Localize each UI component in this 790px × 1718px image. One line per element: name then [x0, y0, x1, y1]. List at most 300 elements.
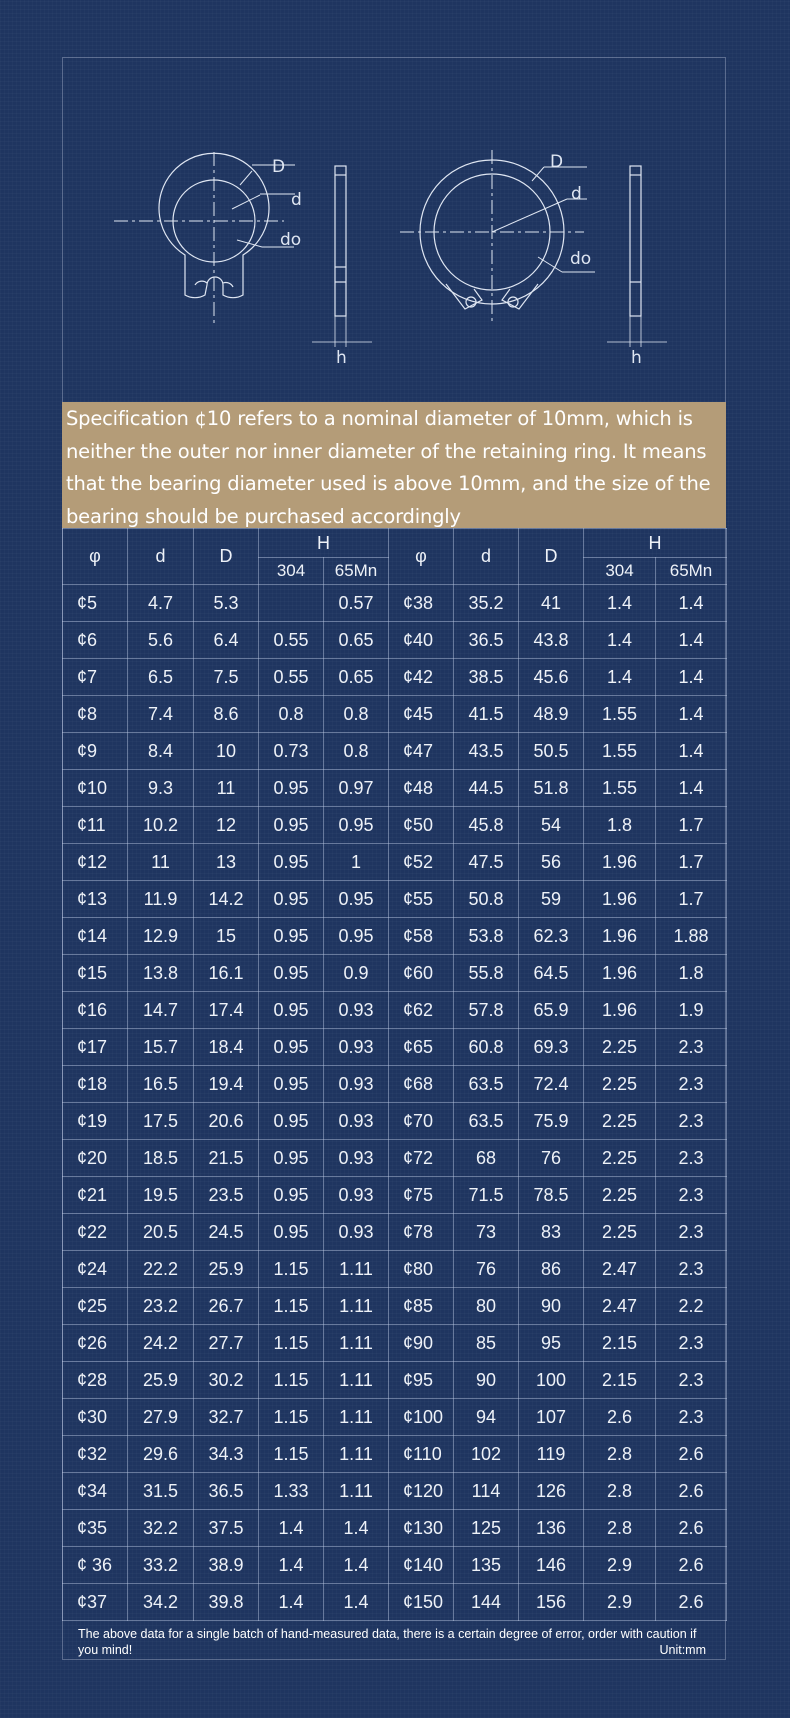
value-cell: 50.8 — [454, 881, 519, 918]
spec-cell: ¢72 — [389, 1140, 454, 1177]
value-cell: 86 — [519, 1251, 584, 1288]
value-cell: 72.4 — [519, 1066, 584, 1103]
value-cell: 1.4 — [584, 622, 656, 659]
value-cell: 51.8 — [519, 770, 584, 807]
header-65mn: 65Mn — [324, 558, 389, 585]
value-cell: 63.5 — [454, 1103, 519, 1140]
value-cell: 45.8 — [454, 807, 519, 844]
value-cell: 76 — [454, 1251, 519, 1288]
value-cell: 2.8 — [584, 1473, 656, 1510]
value-cell: 60.8 — [454, 1029, 519, 1066]
value-cell: 2.15 — [584, 1362, 656, 1399]
spec-cell: ¢130 — [389, 1510, 454, 1547]
spec-cell: ¢52 — [389, 844, 454, 881]
value-cell: 1.4 — [324, 1584, 389, 1621]
value-cell: 75.9 — [519, 1103, 584, 1140]
value-cell: 1.15 — [259, 1399, 324, 1436]
value-cell: 76 — [519, 1140, 584, 1177]
value-cell: 2.3 — [656, 1066, 727, 1103]
value-cell: 2.8 — [584, 1436, 656, 1473]
value-cell: 2.47 — [584, 1251, 656, 1288]
value-cell: 73 — [454, 1214, 519, 1251]
value-cell: 78.5 — [519, 1177, 584, 1214]
value-cell: 1.15 — [259, 1288, 324, 1325]
value-cell: 1.4 — [259, 1584, 324, 1621]
left-ring-side-view — [312, 166, 372, 368]
value-cell: 15 — [194, 918, 259, 955]
value-cell: 0.93 — [324, 1066, 389, 1103]
value-cell: 95 — [519, 1325, 584, 1362]
value-cell: 22.2 — [128, 1251, 194, 1288]
value-cell: 2.25 — [584, 1177, 656, 1214]
right-label-d: d — [571, 184, 582, 204]
value-cell: 0.9 — [324, 955, 389, 992]
header-65mn-2: 65Mn — [656, 558, 727, 585]
value-cell: 2.3 — [656, 1029, 727, 1066]
value-cell: 1.9 — [656, 992, 727, 1029]
table-row — [63, 659, 727, 696]
value-cell: 1.7 — [656, 807, 727, 844]
right-label-D: D — [550, 152, 564, 172]
header-D: D — [194, 529, 259, 585]
value-cell: 1.55 — [584, 733, 656, 770]
value-cell: 0.73 — [259, 733, 324, 770]
value-cell: 94 — [454, 1399, 519, 1436]
value-cell: 16.1 — [194, 955, 259, 992]
value-cell: 146 — [519, 1547, 584, 1584]
value-cell: 36.5 — [194, 1473, 259, 1510]
value-cell: 2.3 — [656, 1325, 727, 1362]
value-cell: 2.3 — [656, 1140, 727, 1177]
spec-cell: ¢42 — [389, 659, 454, 696]
value-cell: 2.47 — [584, 1288, 656, 1325]
table-row — [63, 1362, 727, 1399]
value-cell: 68 — [454, 1140, 519, 1177]
table-row — [63, 1288, 727, 1325]
value-cell: 0.93 — [324, 1103, 389, 1140]
table-row — [63, 1547, 727, 1584]
spec-cell: ¢110 — [389, 1436, 454, 1473]
value-cell: 0.95 — [259, 1140, 324, 1177]
value-cell: 0.95 — [259, 918, 324, 955]
value-cell: 16.5 — [128, 1066, 194, 1103]
value-cell: 11.9 — [128, 881, 194, 918]
spec-cell: ¢17 — [63, 1029, 128, 1066]
value-cell — [259, 585, 324, 622]
value-cell: 14.7 — [128, 992, 194, 1029]
value-cell: 2.3 — [656, 1214, 727, 1251]
value-cell: 0.93 — [324, 1214, 389, 1251]
value-cell: 12.9 — [128, 918, 194, 955]
value-cell: 71.5 — [454, 1177, 519, 1214]
value-cell: 2.6 — [656, 1473, 727, 1510]
value-cell: 53.8 — [454, 918, 519, 955]
value-cell: 1.8 — [584, 807, 656, 844]
spec-cell: ¢48 — [389, 770, 454, 807]
value-cell: 1.55 — [584, 770, 656, 807]
value-cell: 0.8 — [259, 696, 324, 733]
spec-cell: ¢35 — [63, 1510, 128, 1547]
value-cell: 0.95 — [259, 770, 324, 807]
value-cell: 1.96 — [584, 992, 656, 1029]
value-cell: 0.95 — [259, 881, 324, 918]
value-cell: 27.9 — [128, 1399, 194, 1436]
value-cell: 39.8 — [194, 1584, 259, 1621]
value-cell: 0.95 — [259, 1103, 324, 1140]
value-cell: 0.55 — [259, 659, 324, 696]
value-cell: 2.3 — [656, 1362, 727, 1399]
spec-cell: ¢85 — [389, 1288, 454, 1325]
retaining-ring-diagram — [62, 57, 726, 402]
value-cell: 7.4 — [128, 696, 194, 733]
value-cell: 14.2 — [194, 881, 259, 918]
value-cell: 20.6 — [194, 1103, 259, 1140]
value-cell: 21.5 — [194, 1140, 259, 1177]
value-cell: 0.95 — [259, 807, 324, 844]
value-cell: 1 — [324, 844, 389, 881]
value-cell: 0.57 — [324, 585, 389, 622]
value-cell: 1.4 — [584, 659, 656, 696]
value-cell: 2.6 — [656, 1436, 727, 1473]
table-row — [63, 955, 727, 992]
table-row — [63, 992, 727, 1029]
spec-cell: ¢12 — [63, 844, 128, 881]
value-cell: 1.96 — [584, 955, 656, 992]
value-cell: 0.93 — [324, 1177, 389, 1214]
value-cell: 2.25 — [584, 1140, 656, 1177]
value-cell: 1.4 — [656, 733, 727, 770]
value-cell: 1.11 — [324, 1251, 389, 1288]
value-cell: 27.7 — [194, 1325, 259, 1362]
spec-cell: ¢90 — [389, 1325, 454, 1362]
value-cell: 0.95 — [259, 1066, 324, 1103]
table-row — [63, 622, 727, 659]
value-cell: 114 — [454, 1473, 519, 1510]
spec-cell: ¢25 — [63, 1288, 128, 1325]
value-cell: 31.5 — [128, 1473, 194, 1510]
spec-cell: ¢47 — [389, 733, 454, 770]
value-cell: 33.2 — [128, 1547, 194, 1584]
value-cell: 1.55 — [584, 696, 656, 733]
value-cell: 1.11 — [324, 1325, 389, 1362]
spec-cell: ¢37 — [63, 1584, 128, 1621]
value-cell: 156 — [519, 1584, 584, 1621]
value-cell: 48.9 — [519, 696, 584, 733]
spec-cell: ¢50 — [389, 807, 454, 844]
value-cell: 1.4 — [324, 1510, 389, 1547]
spec-cell: ¢7 — [63, 659, 128, 696]
value-cell: 9.3 — [128, 770, 194, 807]
value-cell: 20.5 — [128, 1214, 194, 1251]
value-cell: 2.25 — [584, 1214, 656, 1251]
header-d: d — [128, 529, 194, 585]
value-cell: 1.96 — [584, 881, 656, 918]
value-cell: 18.4 — [194, 1029, 259, 1066]
value-cell: 0.95 — [324, 881, 389, 918]
value-cell: 1.7 — [656, 881, 727, 918]
value-cell: 1.4 — [656, 770, 727, 807]
value-cell: 34.2 — [128, 1584, 194, 1621]
spec-cell: ¢10 — [63, 770, 128, 807]
value-cell: 18.5 — [128, 1140, 194, 1177]
value-cell: 0.93 — [324, 992, 389, 1029]
value-cell: 38.5 — [454, 659, 519, 696]
spec-cell: ¢78 — [389, 1214, 454, 1251]
value-cell: 54 — [519, 807, 584, 844]
spec-cell: ¢58 — [389, 918, 454, 955]
value-cell: 80 — [454, 1288, 519, 1325]
spec-cell: ¢68 — [389, 1066, 454, 1103]
table-row — [63, 1251, 727, 1288]
value-cell: 2.6 — [584, 1399, 656, 1436]
value-cell: 57.8 — [454, 992, 519, 1029]
spec-cell: ¢9 — [63, 733, 128, 770]
value-cell: 50.5 — [519, 733, 584, 770]
value-cell: 0.95 — [259, 1029, 324, 1066]
value-cell: 0.95 — [259, 992, 324, 1029]
value-cell: 25.9 — [194, 1251, 259, 1288]
spec-cell: ¢75 — [389, 1177, 454, 1214]
spec-cell: ¢ 36 — [63, 1547, 128, 1584]
size-table — [62, 528, 727, 1621]
value-cell: 5.6 — [128, 622, 194, 659]
value-cell: 1.4 — [324, 1547, 389, 1584]
value-cell: 0.93 — [324, 1140, 389, 1177]
spec-cell: ¢6 — [63, 622, 128, 659]
value-cell: 41.5 — [454, 696, 519, 733]
value-cell: 63.5 — [454, 1066, 519, 1103]
table-row — [63, 1584, 727, 1621]
right-ring-front-view — [400, 150, 595, 325]
value-cell: 6.5 — [128, 659, 194, 696]
value-cell: 2.3 — [656, 1399, 727, 1436]
value-cell: 13.8 — [128, 955, 194, 992]
value-cell: 144 — [454, 1584, 519, 1621]
value-cell: 1.4 — [584, 585, 656, 622]
table-row — [63, 585, 727, 622]
value-cell: 13 — [194, 844, 259, 881]
value-cell: 0.65 — [324, 659, 389, 696]
spec-cell: ¢32 — [63, 1436, 128, 1473]
value-cell: 5.3 — [194, 585, 259, 622]
value-cell: 1.7 — [656, 844, 727, 881]
value-cell: 1.33 — [259, 1473, 324, 1510]
value-cell: 0.95 — [259, 955, 324, 992]
value-cell: 19.4 — [194, 1066, 259, 1103]
table-row — [63, 918, 727, 955]
value-cell: 2.3 — [656, 1103, 727, 1140]
right-label-do: do — [570, 249, 592, 269]
value-cell: 1.11 — [324, 1288, 389, 1325]
spec-cell: ¢20 — [63, 1140, 128, 1177]
value-cell: 1.96 — [584, 918, 656, 955]
value-cell: 90 — [519, 1288, 584, 1325]
value-cell: 6.4 — [194, 622, 259, 659]
value-cell: 30.2 — [194, 1362, 259, 1399]
table-row — [63, 1029, 727, 1066]
spec-cell: ¢19 — [63, 1103, 128, 1140]
value-cell: 37.5 — [194, 1510, 259, 1547]
value-cell: 1.96 — [584, 844, 656, 881]
table-row — [63, 1103, 727, 1140]
value-cell: 1.11 — [324, 1362, 389, 1399]
value-cell: 25.9 — [128, 1362, 194, 1399]
spec-cell: ¢13 — [63, 881, 128, 918]
left-label-d: d — [291, 190, 302, 210]
table-row — [63, 733, 727, 770]
value-cell: 1.4 — [656, 585, 727, 622]
value-cell: 19.5 — [128, 1177, 194, 1214]
left-label-do: do — [280, 230, 302, 250]
value-cell: 65.9 — [519, 992, 584, 1029]
value-cell: 1.11 — [324, 1436, 389, 1473]
value-cell: 2.6 — [656, 1510, 727, 1547]
value-cell: 1.11 — [324, 1473, 389, 1510]
value-cell: 1.15 — [259, 1362, 324, 1399]
spec-cell: ¢100 — [389, 1399, 454, 1436]
specification-note: Specification ¢10 refers to a nominal diameter of 10mm, which is neither the outer nor inner diameter of the retaining ring. It means that the bearing diameter used is above 10mm, and the size of the bearing should be purchased accordingly — [62, 402, 726, 528]
value-cell: 35.2 — [454, 585, 519, 622]
value-cell: 23.2 — [128, 1288, 194, 1325]
value-cell: 1.15 — [259, 1436, 324, 1473]
value-cell: 136 — [519, 1510, 584, 1547]
value-cell: 83 — [519, 1214, 584, 1251]
header-D-2: D — [519, 529, 584, 585]
unit-label: Unit:mm — [659, 1643, 706, 1657]
value-cell: 38.9 — [194, 1547, 259, 1584]
spec-cell: ¢14 — [63, 918, 128, 955]
value-cell: 100 — [519, 1362, 584, 1399]
value-cell: 2.8 — [584, 1510, 656, 1547]
table-row — [63, 1325, 727, 1362]
value-cell: 4.7 — [128, 585, 194, 622]
table-row — [63, 770, 727, 807]
value-cell: 126 — [519, 1473, 584, 1510]
value-cell: 0.55 — [259, 622, 324, 659]
header-304: 304 — [259, 558, 324, 585]
value-cell: 0.8 — [324, 733, 389, 770]
table-row — [63, 1066, 727, 1103]
table-row — [63, 807, 727, 844]
value-cell: 2.6 — [656, 1584, 727, 1621]
value-cell: 2.25 — [584, 1029, 656, 1066]
value-cell: 32.7 — [194, 1399, 259, 1436]
value-cell: 1.4 — [656, 659, 727, 696]
spec-cell: ¢38 — [389, 585, 454, 622]
spec-cell: ¢24 — [63, 1251, 128, 1288]
spec-cell: ¢120 — [389, 1473, 454, 1510]
value-cell: 26.7 — [194, 1288, 259, 1325]
value-cell: 8.6 — [194, 696, 259, 733]
table-row — [63, 696, 727, 733]
value-cell: 43.5 — [454, 733, 519, 770]
spec-cell: ¢15 — [63, 955, 128, 992]
spec-cell: ¢22 — [63, 1214, 128, 1251]
value-cell: 2.25 — [584, 1103, 656, 1140]
value-cell: 45.6 — [519, 659, 584, 696]
value-cell: 85 — [454, 1325, 519, 1362]
value-cell: 17.5 — [128, 1103, 194, 1140]
value-cell: 107 — [519, 1399, 584, 1436]
value-cell: 0.97 — [324, 770, 389, 807]
value-cell: 69.3 — [519, 1029, 584, 1066]
value-cell: 1.4 — [656, 696, 727, 733]
value-cell: 55.8 — [454, 955, 519, 992]
spec-cell: ¢11 — [63, 807, 128, 844]
spec-cell: ¢26 — [63, 1325, 128, 1362]
value-cell: 32.2 — [128, 1510, 194, 1547]
table-row — [63, 1436, 727, 1473]
value-cell: 36.5 — [454, 622, 519, 659]
value-cell: 0.95 — [259, 844, 324, 881]
value-cell: 23.5 — [194, 1177, 259, 1214]
value-cell: 62.3 — [519, 918, 584, 955]
value-cell: 102 — [454, 1436, 519, 1473]
value-cell: 7.5 — [194, 659, 259, 696]
spec-cell: ¢34 — [63, 1473, 128, 1510]
spec-cell: ¢60 — [389, 955, 454, 992]
spec-cell: ¢5 — [63, 585, 128, 622]
value-cell: 17.4 — [194, 992, 259, 1029]
value-cell: 2.9 — [584, 1584, 656, 1621]
spec-cell: ¢62 — [389, 992, 454, 1029]
value-cell: 43.8 — [519, 622, 584, 659]
right-label-h: h — [631, 348, 642, 368]
value-cell: 1.4 — [259, 1547, 324, 1584]
value-cell: 0.65 — [324, 622, 389, 659]
spec-cell: ¢65 — [389, 1029, 454, 1066]
spec-cell: ¢95 — [389, 1362, 454, 1399]
value-cell: 90 — [454, 1362, 519, 1399]
value-cell: 1.15 — [259, 1251, 324, 1288]
value-cell: 2.3 — [656, 1251, 727, 1288]
value-cell: 0.95 — [259, 1214, 324, 1251]
value-cell: 1.11 — [324, 1399, 389, 1436]
value-cell: 1.4 — [656, 622, 727, 659]
value-cell: 2.25 — [584, 1066, 656, 1103]
value-cell: 64.5 — [519, 955, 584, 992]
spec-cell: ¢8 — [63, 696, 128, 733]
header-H-2: H — [584, 529, 727, 558]
spec-cell: ¢70 — [389, 1103, 454, 1140]
spec-cell: ¢45 — [389, 696, 454, 733]
spec-cell: ¢55 — [389, 881, 454, 918]
table-row — [63, 1473, 727, 1510]
spec-cell: ¢28 — [63, 1362, 128, 1399]
value-cell: 0.93 — [324, 1029, 389, 1066]
value-cell: 29.6 — [128, 1436, 194, 1473]
value-cell: 2.9 — [584, 1547, 656, 1584]
spec-cell: ¢40 — [389, 622, 454, 659]
value-cell: 1.4 — [259, 1510, 324, 1547]
spec-cell: ¢30 — [63, 1399, 128, 1436]
spec-cell: ¢80 — [389, 1251, 454, 1288]
spec-cell: ¢150 — [389, 1584, 454, 1621]
left-ring-front-view — [114, 152, 302, 327]
value-cell: 10.2 — [128, 807, 194, 844]
value-cell: 10 — [194, 733, 259, 770]
header-d-2: d — [454, 529, 519, 585]
value-cell: 8.4 — [128, 733, 194, 770]
spec-cell: ¢21 — [63, 1177, 128, 1214]
footer-disclaimer: The above data for a single batch of hand-measured data, there is a certain degree of error, order with caution if you mind! — [78, 1627, 697, 1657]
value-cell: 12 — [194, 807, 259, 844]
table-row — [63, 1510, 727, 1547]
value-cell: 1.8 — [656, 955, 727, 992]
spec-cell: ¢16 — [63, 992, 128, 1029]
value-cell: 34.3 — [194, 1436, 259, 1473]
spec-cell: ¢140 — [389, 1547, 454, 1584]
